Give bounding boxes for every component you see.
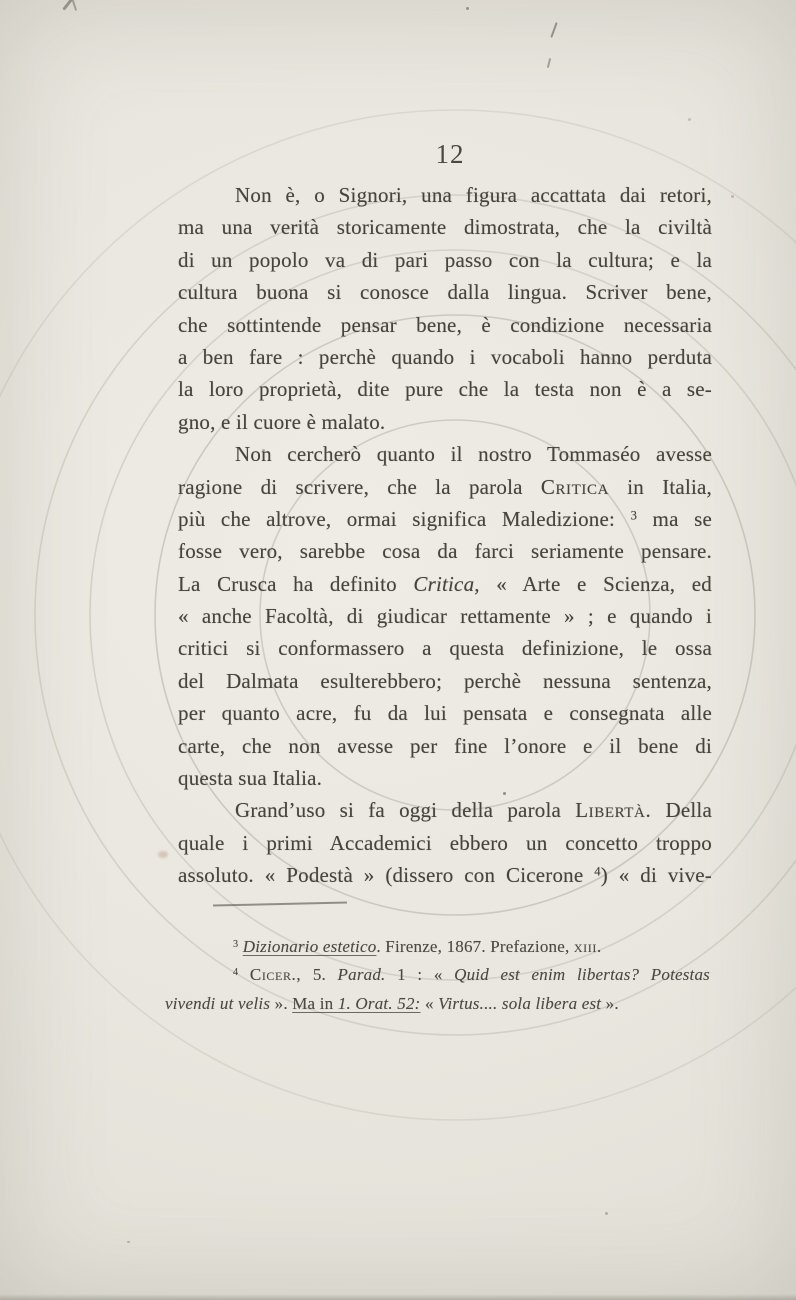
body-text [178,179,712,892]
text: la loro proprietà, dite pure che la testa non è a se- [178,377,712,402]
footnotes [165,933,710,1018]
text-italic: Critica, [413,571,480,596]
text: assoluto. « Podestà » (dissero con Cicerone [178,863,595,888]
text: 5. [301,965,338,985]
body-text-line [178,179,712,211]
text: a ben fare : perchè quando i vocaboli hanno perduta [178,344,712,369]
footnote-line [165,961,710,989]
text: Della [651,798,712,823]
pencil-mark [71,0,77,11]
body-text-line [178,309,712,341]
text: « Arte e Scienza, ed [479,571,712,596]
text: questa sua Italia. [178,766,323,791]
body-text-line [178,859,712,891]
scan-speck [466,7,469,10]
text-italic: Quid est enim libertas? Potestas [454,965,710,985]
body-text-line [178,665,712,697]
body-text-line [178,406,712,438]
text: ». [270,993,293,1013]
text: « anche Facoltà, di giudicar rettamente » ; e quando i [178,604,712,629]
text: . [596,937,602,956]
text: cultura buona si conosce dalla lingua. Scriver bene, [178,280,712,305]
text-smallcaps: Critica [540,474,610,499]
body-text-line [178,535,712,567]
body-text-line [178,568,712,600]
text-italic-underline: 1. Orat. 52: [337,993,421,1013]
text-italic: Virtus.... sola libera est [438,993,602,1013]
text: che sottintende pensar bene, è condizione necessaria [178,312,712,337]
body-text-line [178,438,712,470]
text-smallcaps: Cicer., [249,965,302,985]
text-sup: 3 [630,508,638,523]
footnote-line [165,990,710,1018]
text: in Italia, [609,474,712,499]
text-italic: Parad. [337,965,386,985]
body-text-line [178,697,712,729]
body-text-line [178,373,712,405]
text [238,965,250,984]
scan-speck [127,1241,130,1243]
text: di un popolo va di pari passo con la cultura; e la [178,247,712,272]
body-text-line [178,276,712,308]
body-text-line [178,827,712,859]
text: « [420,993,439,1013]
text: Non cercherò quanto il nostro Tommaséo avesse [235,442,712,467]
body-text-line [178,211,712,243]
text-sup: 4 [233,967,239,979]
text: ma una verità storicamente dimostrata, che la civiltà [178,215,712,240]
footnote-line [165,933,710,961]
text: più che altrove, ormai significa Maledizione: [178,506,631,531]
pencil-mark [62,0,72,10]
text-underline: Ma in [292,993,338,1013]
text: ragione di scrivere, che la parola [178,474,541,499]
text: critici si conformassero a questa definizione, le ossa [178,636,712,661]
text: ». [601,993,619,1013]
text-sup: 4 [594,864,601,879]
page-number: 12 [435,139,465,169]
text: quale i primi Accademici ebbero un concetto troppo [178,830,712,855]
text: gno, e il cuore è malato. [178,409,386,434]
body-text-line [178,471,712,503]
text: Non è, o Signori, una figura accattata dai retori, [235,183,712,207]
text-smallcaps: Libertà. [575,798,652,823]
footnote-separator [213,901,347,906]
body-text-line [178,244,712,276]
scan-speck [731,195,734,198]
body-text-line [178,762,712,794]
text: La Crusca ha definito [178,571,414,596]
body-text-line [178,730,712,762]
scan-speck [605,1212,608,1215]
body-text-line [178,600,712,632]
text: del Dalmata esulterebbero; perchè nessuna sentenza, [178,668,712,693]
text: . Firenze, 1867. Prefazione, [376,937,574,956]
scan-bottom-edge [0,1294,796,1300]
text: per quanto acre, fu da lui pensata e consegnata alle [178,701,712,726]
pencil-mark [550,22,558,38]
body-text-line [178,503,712,535]
text-italic: vivendi ut velis [165,993,271,1013]
text-italic-underline: Dizionario estetico [242,937,377,956]
text: ) « di vive- [600,863,712,888]
pencil-mark [547,58,551,68]
text-smallcaps: xiii [573,937,597,956]
text: ma se [637,506,712,531]
body-text-line [178,794,712,826]
body-text-line [178,341,712,373]
text: carte, che non avesse per fine l’onore e il bene di [178,733,712,758]
text: 1 : « [385,965,455,985]
text: Grand’uso si fa oggi della parola [235,798,576,823]
text: fosse vero, sarebbe cosa da farci seriamente pensare. [178,539,712,564]
text-sup: 3 [233,938,239,950]
scan-speck [158,851,168,858]
scan-speck [688,118,691,121]
body-text-line [178,632,712,664]
